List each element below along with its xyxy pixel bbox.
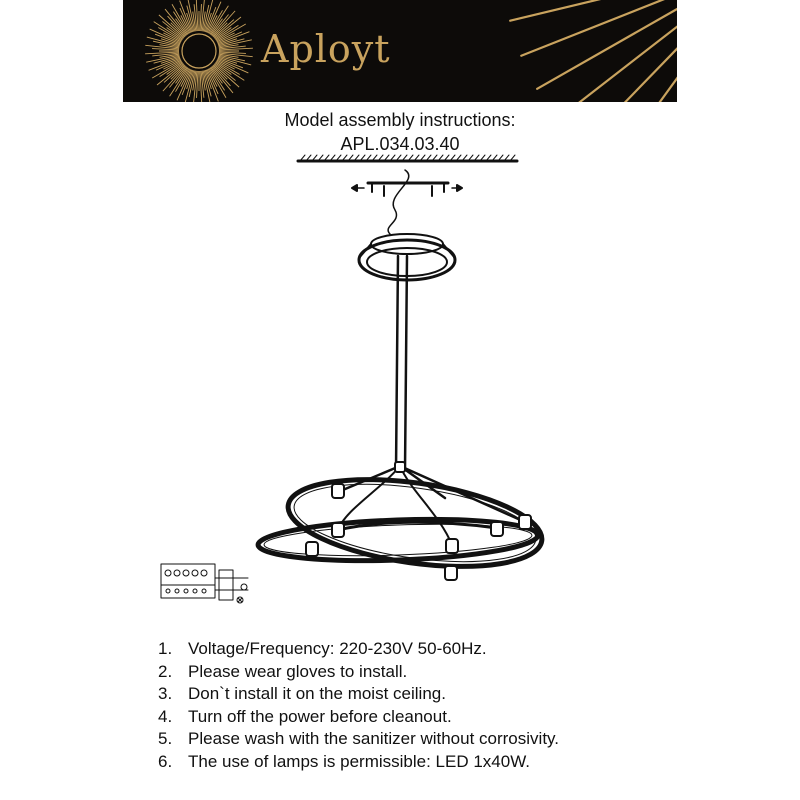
item-number: 5. bbox=[158, 729, 173, 748]
terminal-block-diagram bbox=[161, 564, 248, 603]
item-text: Please wear gloves to install. bbox=[188, 661, 408, 681]
item-text: Voltage/Frequency: 220-230V 50-60Hz. bbox=[188, 639, 487, 658]
brand-logo-text: Aployt bbox=[261, 27, 391, 71]
list-item bbox=[158, 638, 559, 661]
lamp-rings-icon bbox=[257, 462, 547, 580]
model-number: APL.034.03.40 bbox=[340, 134, 460, 154]
item-text: Don`t install it on the moist ceiling. bbox=[188, 684, 446, 703]
list-item bbox=[158, 706, 559, 729]
item-text: The use of lamps is permissible: LED 1x40W. bbox=[188, 751, 531, 771]
instructions-list bbox=[158, 638, 559, 773]
item-number: 4. bbox=[158, 706, 173, 726]
suspension-rods bbox=[396, 256, 407, 470]
list-item bbox=[158, 661, 559, 684]
item-number: 2. bbox=[158, 661, 173, 681]
item-text: Please wash with the sanitizer without corrosivity. bbox=[188, 729, 560, 748]
item-number: 3. bbox=[158, 684, 173, 703]
item-text: Turn off the power before cleanout. bbox=[188, 706, 452, 726]
title-line: Model assembly instructions: bbox=[284, 110, 516, 130]
list-item bbox=[158, 683, 559, 706]
item-number: 6. bbox=[158, 751, 173, 771]
ceiling-icon bbox=[298, 155, 517, 161]
mounting-bracket-icon bbox=[352, 170, 462, 234]
list-item bbox=[158, 751, 559, 774]
item-number: 1. bbox=[158, 639, 173, 658]
list-item bbox=[158, 728, 559, 751]
